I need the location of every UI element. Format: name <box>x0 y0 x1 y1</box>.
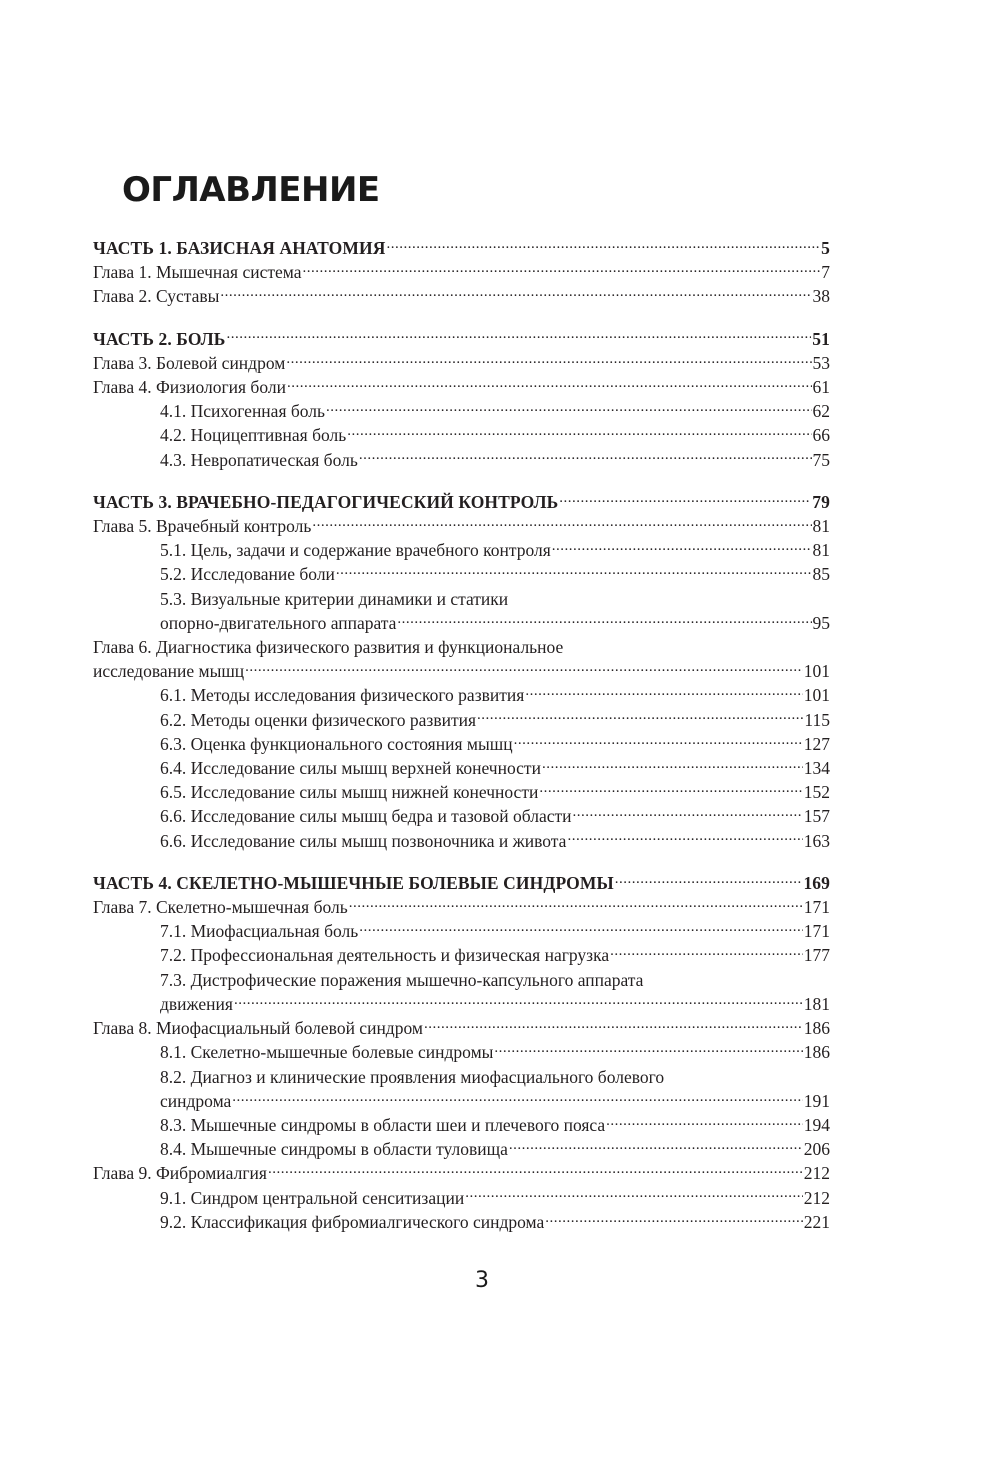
toc-chapter[interactable] <box>93 895 830 919</box>
entry-page: 101 <box>803 685 830 706</box>
entry-label: 4.2. Ноцицептивная боль <box>160 425 347 446</box>
dot-leader <box>268 1162 803 1180</box>
entry-label: 6.5. Исследование силы мышц нижней конечности <box>160 782 539 803</box>
dot-leader <box>573 805 803 823</box>
entry-page: 186 <box>803 1018 830 1039</box>
entry-label-line1: 8.2. Диагноз и клинические проявления миофасциального болевого <box>160 1066 665 1087</box>
entry-page: 61 <box>812 377 830 398</box>
toc-part-heading[interactable] <box>93 871 830 895</box>
entry-page: 7 <box>821 262 830 283</box>
entry-label: Глава 2. Суставы <box>93 286 220 307</box>
dot-leader <box>336 563 812 581</box>
entry-label: 6.4. Исследование силы мышц верхней конечности <box>160 758 541 779</box>
dot-leader <box>525 684 802 702</box>
dot-leader <box>234 992 803 1010</box>
toc-subsection[interactable] <box>93 919 830 943</box>
entry-page: 169 <box>803 872 830 893</box>
dot-leader <box>220 285 811 303</box>
toc-subsection[interactable] <box>93 708 830 732</box>
entry-page: 127 <box>803 733 830 754</box>
entry-page: 186 <box>803 1042 830 1063</box>
entry-label-line2: синдрома <box>160 1090 232 1111</box>
entry-page: 212 <box>803 1163 830 1184</box>
entry-page: 81 <box>812 540 830 561</box>
entry-page: 5 <box>821 238 830 258</box>
toc-subsection[interactable] <box>93 1186 830 1210</box>
entry-label: ЧАСТЬ 3. ВРАЧЕБНО-ПЕДАГОГИЧЕСКИЙ КОНТРОЛЬ <box>93 491 559 512</box>
dot-leader <box>424 1017 803 1035</box>
entry-page: 75 <box>812 449 830 470</box>
entry-label-line2: исследование мышц <box>93 661 245 682</box>
toc-subsection[interactable] <box>93 780 830 804</box>
dot-leader <box>542 757 803 775</box>
entry-label: 7.1. Миофасциальная боль <box>160 921 359 942</box>
entry-page: 53 <box>812 352 830 373</box>
entry-page: 177 <box>803 945 830 966</box>
entry-page: 81 <box>812 516 830 537</box>
dot-leader <box>494 1041 802 1059</box>
entry-label: ЧАСТЬ 4. СКЕЛЕТНО-МЫШЕЧНЫЕ БОЛЕВЫЕ СИНДРОМЫ <box>93 872 614 893</box>
entry-label: 9.1. Синдром центральной сенситизации <box>160 1187 465 1208</box>
entry-page: 66 <box>812 425 830 446</box>
dot-leader <box>509 1138 803 1156</box>
entry-page: 85 <box>812 564 830 585</box>
page-title: ОГЛАВЛЕНИЕ <box>122 170 380 210</box>
toc-chapter[interactable] <box>93 1016 830 1040</box>
dot-leader <box>312 515 811 533</box>
entry-page: 163 <box>803 830 830 851</box>
toc-subsection[interactable] <box>93 448 830 472</box>
dot-leader <box>386 237 820 255</box>
entry-page: 194 <box>803 1114 830 1135</box>
entry-label: 4.3. Невропатическая боль <box>160 449 358 470</box>
toc-subsection[interactable] <box>93 683 830 707</box>
toc-part-4 <box>93 871 830 1234</box>
entry-label: Глава 7. Скелетно-мышечная боль <box>93 897 348 918</box>
dot-leader <box>545 1210 802 1228</box>
dot-leader <box>232 1089 802 1107</box>
dot-leader <box>226 327 811 345</box>
entry-label: 7.2. Профессиональная деятельность и физическая нагрузка <box>160 945 610 966</box>
toc-subsection[interactable] <box>93 756 830 780</box>
toc-part-heading[interactable] <box>93 236 830 260</box>
toc-chapter[interactable] <box>93 1161 830 1185</box>
entry-page: 171 <box>803 897 830 918</box>
entry-label: 6.3. Оценка функционального состояния мышц <box>160 733 513 754</box>
toc-chapter[interactable] <box>93 375 830 399</box>
entry-page: 51 <box>812 328 830 349</box>
toc-chapter[interactable] <box>93 260 830 284</box>
toc-subsection[interactable] <box>93 1040 830 1064</box>
toc-subsection[interactable] <box>93 538 830 562</box>
toc-part-heading[interactable] <box>93 327 830 351</box>
entry-page: 115 <box>804 709 830 730</box>
dot-leader <box>326 400 811 418</box>
toc-part-3 <box>93 490 830 853</box>
entry-page: 171 <box>803 921 830 942</box>
toc-subsection-multiline[interactable] <box>93 968 830 1016</box>
entry-label: 8.4. Мышечные синдромы в области туловища <box>160 1139 508 1160</box>
entry-label-line1: 7.3. Дистрофические поражения мышечно-капсульного аппарата <box>160 969 644 990</box>
entry-page: 79 <box>812 491 830 512</box>
entry-label-line1: Глава 6. Диагностика физического развития и функциональное <box>93 637 564 658</box>
entry-label: 4.1. Психогенная боль <box>160 401 326 422</box>
entry-label: Глава 1. Мышечная система <box>93 262 302 283</box>
toc-chapter[interactable] <box>93 284 830 308</box>
entry-page: 212 <box>803 1187 830 1208</box>
entry-label: Глава 3. Болевой синдром <box>93 352 286 373</box>
toc-subsection[interactable] <box>93 943 830 967</box>
dot-leader <box>349 896 803 914</box>
entry-label: 5.2. Исследование боли <box>160 564 335 585</box>
dot-leader <box>287 376 812 394</box>
entry-label: 5.1. Цель, задачи и содержание врачебного контроля <box>160 540 551 561</box>
dot-leader <box>539 781 802 799</box>
entry-page: 181 <box>803 993 830 1014</box>
toc-subsection[interactable] <box>93 562 830 586</box>
dot-leader <box>606 1113 803 1131</box>
entry-label: ЧАСТЬ 1. БАЗИСНАЯ АНАТОМИЯ <box>93 238 386 258</box>
entry-label: 6.6. Исследование силы мышц бедра и тазовой области <box>160 806 572 827</box>
table-of-contents <box>93 236 830 1234</box>
entry-page: 101 <box>803 661 830 682</box>
entry-label: 9.2. Классификация фибромиалгического синдрома <box>160 1211 545 1232</box>
dot-leader <box>303 261 821 279</box>
toc-part-1 <box>93 236 830 309</box>
entry-label: Глава 9. Фибромиалгия <box>93 1163 267 1184</box>
entry-page: 95 <box>812 612 830 633</box>
toc-subsection[interactable] <box>93 829 830 853</box>
dot-leader <box>559 490 811 508</box>
entry-label: Глава 5. Врачебный контроль <box>93 516 312 537</box>
entry-page: 221 <box>803 1211 830 1232</box>
toc-subsection[interactable] <box>93 1210 830 1234</box>
toc-subsection-multiline[interactable] <box>93 1065 830 1113</box>
entry-page: 191 <box>803 1090 830 1111</box>
toc-subsection[interactable] <box>93 399 830 423</box>
toc-subsection[interactable] <box>93 423 830 447</box>
dot-leader <box>359 448 812 466</box>
dot-leader <box>397 611 811 629</box>
toc-subsection[interactable] <box>93 804 830 828</box>
toc-subsection-multiline[interactable] <box>93 587 830 635</box>
entry-label: 8.1. Скелетно-мышечные болевые синдромы <box>160 1042 494 1063</box>
entry-page: 157 <box>803 806 830 827</box>
dot-leader <box>477 708 803 726</box>
dot-leader <box>615 871 803 889</box>
entry-label: 6.2. Методы оценки физического развития <box>160 709 477 730</box>
entry-page: 38 <box>812 286 830 307</box>
entry-label-line1: 5.3. Визуальные критерии динамики и статики <box>160 588 509 609</box>
toc-part-heading[interactable] <box>93 490 830 514</box>
entry-page: 206 <box>803 1139 830 1160</box>
dot-leader <box>567 829 802 847</box>
dot-leader <box>245 660 803 678</box>
toc-subsection[interactable] <box>93 732 830 756</box>
entry-label-line2: опорно-двигательного аппарата <box>160 612 397 633</box>
dot-leader <box>514 732 803 750</box>
entry-label: 6.6. Исследование силы мышц позвоночника и живота <box>160 830 567 851</box>
page-number: 3 <box>475 1268 489 1293</box>
entry-page: 152 <box>803 782 830 803</box>
toc-subsection[interactable] <box>93 1113 830 1137</box>
entry-label: Глава 8. Миофасциальный болевой синдром <box>93 1018 423 1039</box>
toc-part-2 <box>93 327 830 472</box>
entry-label: ЧАСТЬ 2. БОЛЬ <box>93 328 226 349</box>
dot-leader <box>286 351 811 369</box>
toc-chapter[interactable] <box>93 514 830 538</box>
entry-label: 8.3. Мышечные синдромы в области шеи и плечевого пояса <box>160 1114 606 1135</box>
dot-leader <box>347 424 811 442</box>
entry-page: 134 <box>803 758 830 779</box>
entry-label: Глава 4. Физиология боли <box>93 377 286 398</box>
toc-chapter-multiline[interactable] <box>93 635 830 683</box>
dot-leader <box>552 539 812 557</box>
entry-page: 62 <box>812 401 830 422</box>
toc-chapter[interactable] <box>93 351 830 375</box>
entry-label-line2: движения <box>160 993 233 1014</box>
toc-subsection[interactable] <box>93 1137 830 1161</box>
dot-leader <box>465 1186 803 1204</box>
dot-leader <box>610 944 803 962</box>
dot-leader <box>359 920 803 938</box>
entry-label: 6.1. Методы исследования физического развития <box>160 685 525 706</box>
